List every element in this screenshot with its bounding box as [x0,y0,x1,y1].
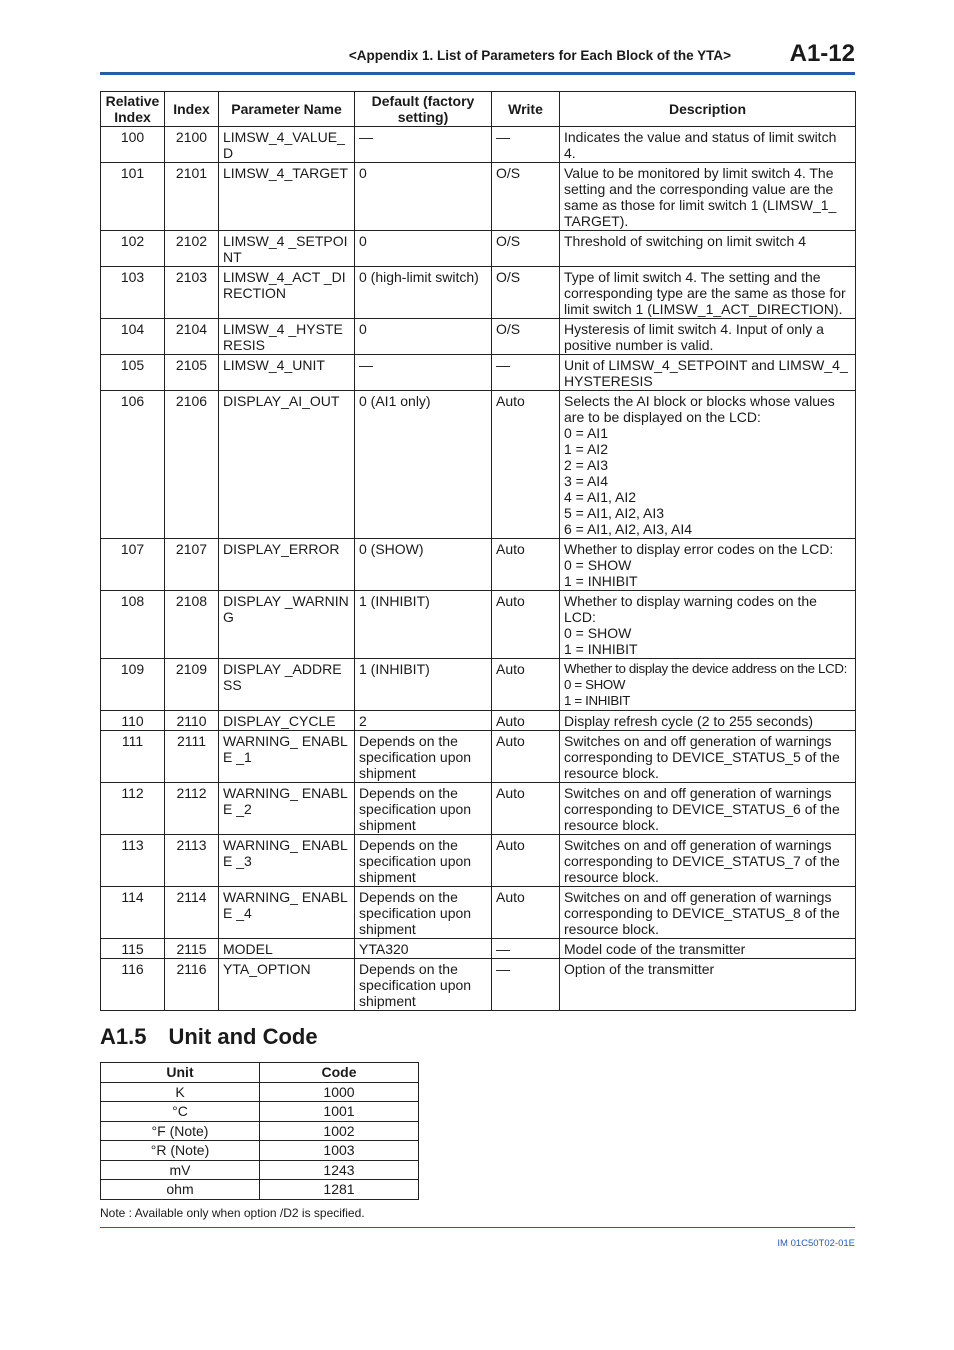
default-cell: 0 (SHOW) [355,539,492,591]
parameter-name-cell: DISPLAY_ERROR [219,539,355,591]
write-cell: Auto [492,835,560,887]
relative-index-cell: 100 [101,127,165,163]
description-cell: Whether to display the device address on the LCD: 0 = SHOW 1 = INHIBIT [560,659,856,711]
write-cell: — [492,959,560,1011]
table-row [101,1102,419,1122]
section-number: A1.5 [100,1024,147,1049]
default-cell: Depends on the specification upon shipment [355,887,492,939]
index-cell: 2113 [165,835,219,887]
index-cell: 2109 [165,659,219,711]
description-cell: Threshold of switching on limit switch 4 [560,231,856,267]
default-cell: Depends on the specification upon shipment [355,959,492,1011]
code-cell: 1002 [260,1121,419,1141]
table-row [101,1082,419,1102]
relative-index-cell: 108 [101,591,165,659]
relative-index-cell: 101 [101,163,165,231]
default-cell: 0 [355,163,492,231]
relative-index-cell: 111 [101,731,165,783]
parameter-name-cell: LIMSW_4_VALUE_ D [219,127,355,163]
unit-cell: K [101,1082,260,1102]
table-row [101,711,856,731]
relative-index-cell: 103 [101,267,165,319]
parameter-name-cell: MODEL [219,939,355,959]
table-row [101,959,856,1011]
table-row [101,1180,419,1200]
table-row [101,1141,419,1161]
index-cell: 2103 [165,267,219,319]
parameter-name-cell: YTA_OPTION [219,959,355,1011]
description-cell: Indicates the value and status of limit switch 4. [560,127,856,163]
write-cell: Auto [492,391,560,539]
relative-index-cell: 109 [101,659,165,711]
default-cell: 0 (AI1 only) [355,391,492,539]
description-cell: Switches on and off generation of warnings corresponding to DEVICE_STATUS_8 of the resource block. [560,887,856,939]
parameter-name-cell: WARNING_ ENABLE _1 [219,731,355,783]
col-header-default: Default (factory setting) [355,92,492,127]
default-cell: 1 (INHIBIT) [355,659,492,711]
table-row [101,539,856,591]
description-cell: Type of limit switch 4. The setting and the corresponding type are the same as those for limit switch 1 (LIMSW_1_ACT_DIRECTION). [560,267,856,319]
parameter-name-cell: LIMSW_4 _HYSTERESIS [219,319,355,355]
relative-index-cell: 116 [101,959,165,1011]
index-cell: 2110 [165,711,219,731]
code-cell: 1243 [260,1160,419,1180]
table-row [101,731,856,783]
table-row [101,1160,419,1180]
write-cell: Auto [492,783,560,835]
col-header-description: Description [560,92,856,127]
write-cell: Auto [492,731,560,783]
relative-index-cell: 106 [101,391,165,539]
relative-index-cell: 107 [101,539,165,591]
write-cell: Auto [492,887,560,939]
default-cell: 1 (INHIBIT) [355,591,492,659]
table-row [101,1121,419,1141]
write-cell: — [492,127,560,163]
relative-index-cell: 110 [101,711,165,731]
index-cell: 2108 [165,591,219,659]
default-cell: YTA320 [355,939,492,959]
table-row [101,887,856,939]
parameter-table [100,91,856,1011]
description-cell: Unit of LIMSW_4_SETPOINT and LIMSW_4_ HYSTERESIS [560,355,856,391]
table-row [101,591,856,659]
write-cell: — [492,355,560,391]
default-cell: — [355,355,492,391]
write-cell: O/S [492,267,560,319]
description-cell: Switches on and off generation of warnings corresponding to DEVICE_STATUS_7 of the resource block. [560,835,856,887]
table-row [101,391,856,539]
unit-cell: °F (Note) [101,1121,260,1141]
write-cell: O/S [492,231,560,267]
parameter-name-cell: LIMSW_4_TARGET [219,163,355,231]
parameter-name-cell: WARNING_ ENABLE _2 [219,783,355,835]
table-row [101,163,856,231]
parameter-name-cell: DISPLAY _WARNING [219,591,355,659]
description-cell: Whether to display warning codes on the LCD: 0 = SHOW 1 = INHIBIT [560,591,856,659]
index-cell: 2104 [165,319,219,355]
index-cell: 2102 [165,231,219,267]
page-header-title: <Appendix 1. List of Parameters for Each Block of the YTA> [348,48,731,63]
index-cell: 2112 [165,783,219,835]
default-cell: 0 [355,231,492,267]
default-cell: — [355,127,492,163]
col-header-relative-index: Relative Index [101,92,165,127]
table-row [101,127,856,163]
default-cell: 2 [355,711,492,731]
code-cell: 1281 [260,1180,419,1200]
index-cell: 2100 [165,127,219,163]
table-row [101,319,856,355]
index-cell: 2107 [165,539,219,591]
parameter-name-cell: DISPLAY _ADDRESS [219,659,355,711]
document-id: IM 01C50T02-01E [777,1238,855,1249]
col-header-unit: Unit [101,1063,260,1083]
unit-table-header [101,1063,419,1083]
relative-index-cell: 113 [101,835,165,887]
section-title: Unit and Code [168,1024,318,1049]
description-cell: Display refresh cycle (2 to 255 seconds) [560,711,856,731]
relative-index-cell: 114 [101,887,165,939]
description-cell: Whether to display error codes on the LCD: 0 = SHOW 1 = INHIBIT [560,539,856,591]
write-cell: O/S [492,163,560,231]
footnote: Note : Available only when option /D2 is specified. [100,1206,365,1220]
table-row [101,783,856,835]
write-cell: — [492,939,560,959]
relative-index-cell: 115 [101,939,165,959]
unit-cell: ohm [101,1180,260,1200]
table-row [101,231,856,267]
default-cell: Depends on the specification upon shipment [355,731,492,783]
parameter-name-cell: DISPLAY_AI_OUT [219,391,355,539]
description-cell: Model code of the transmitter [560,939,856,959]
default-cell: 0 (high-limit switch) [355,267,492,319]
index-cell: 2101 [165,163,219,231]
description-cell: Value to be monitored by limit switch 4. The setting and the corresponding value are the same as those for limit switch 1 (LIMSW_1_ TARGET). [560,163,856,231]
relative-index-cell: 102 [101,231,165,267]
header-divider [100,72,855,75]
col-header-write: Write [492,92,560,127]
code-cell: 1003 [260,1141,419,1161]
description-cell: Option of the transmitter [560,959,856,1011]
write-cell: O/S [492,319,560,355]
relative-index-cell: 104 [101,319,165,355]
page-number: A1-12 [789,40,855,67]
code-cell: 1001 [260,1102,419,1122]
parameter-name-cell: DISPLAY_CYCLE [219,711,355,731]
col-header-index: Index [165,92,219,127]
unit-cell: °C [101,1102,260,1122]
relative-index-cell: 112 [101,783,165,835]
parameter-table-header [101,92,856,127]
default-cell: Depends on the specification upon shipment [355,783,492,835]
section-heading [100,1024,318,1050]
description-cell: Selects the AI block or blocks whose values are to be displayed on the LCD: 0 = AI1 1 = AI2 2 = AI3 3 = AI4 4 = AI1, AI2 5 = AI1, AI2, AI3 6 = AI1, AI2, AI3, AI4 [560,391,856,539]
unit-code-table [100,1062,419,1200]
write-cell: Auto [492,539,560,591]
index-cell: 2114 [165,887,219,939]
index-cell: 2115 [165,939,219,959]
table-row [101,659,856,711]
write-cell: Auto [492,591,560,659]
parameter-name-cell: LIMSW_4 _SETPOINT [219,231,355,267]
description-cell: Switches on and off generation of warnings corresponding to DEVICE_STATUS_5 of the resource block. [560,731,856,783]
write-cell: Auto [492,711,560,731]
table-row [101,835,856,887]
index-cell: 2106 [165,391,219,539]
table-row [101,939,856,959]
col-header-parameter-name: Parameter Name [219,92,355,127]
parameter-name-cell: WARNING_ ENABLE _3 [219,835,355,887]
description-cell: Hysteresis of limit switch 4. Input of only a positive number is valid. [560,319,856,355]
unit-cell: mV [101,1160,260,1180]
description-cell: Switches on and off generation of warnings corresponding to DEVICE_STATUS_6 of the resource block. [560,783,856,835]
index-cell: 2105 [165,355,219,391]
table-row [101,267,856,319]
parameter-name-cell: LIMSW_4_ACT _DIRECTION [219,267,355,319]
col-header-code: Code [260,1063,419,1083]
parameter-name-cell: LIMSW_4_UNIT [219,355,355,391]
write-cell: Auto [492,659,560,711]
footer-divider [100,1227,855,1228]
default-cell: 0 [355,319,492,355]
unit-cell: °R (Note) [101,1141,260,1161]
index-cell: 2116 [165,959,219,1011]
relative-index-cell: 105 [101,355,165,391]
table-row [101,355,856,391]
code-cell: 1000 [260,1082,419,1102]
default-cell: Depends on the specification upon shipment [355,835,492,887]
index-cell: 2111 [165,731,219,783]
parameter-name-cell: WARNING_ ENABLE _4 [219,887,355,939]
